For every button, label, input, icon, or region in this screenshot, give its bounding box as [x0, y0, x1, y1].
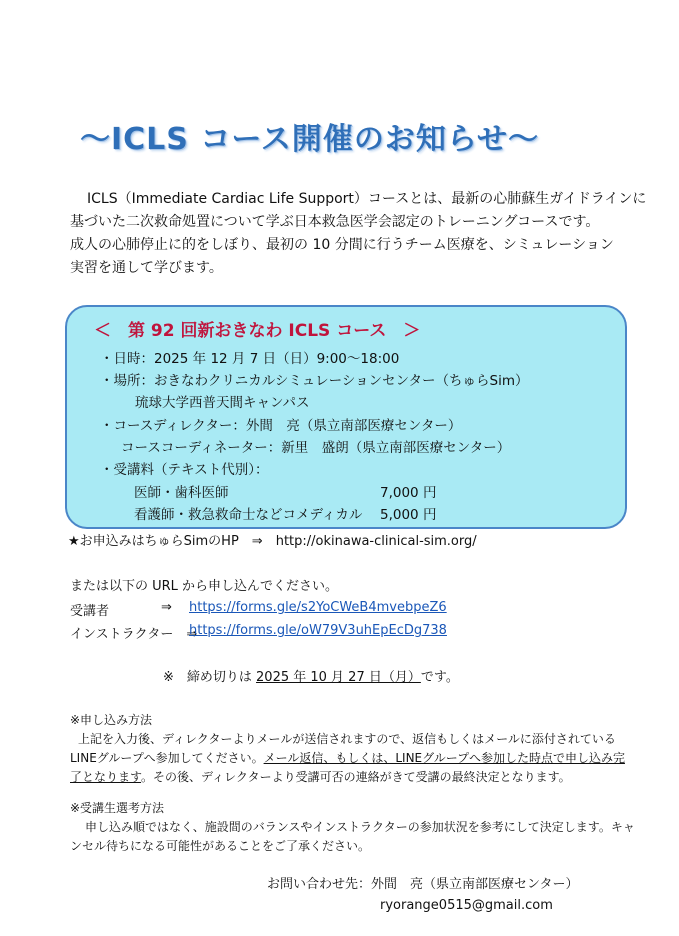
- hp-line: [68, 530, 477, 549]
- method-line-3: [70, 768, 571, 787]
- course-place-campus: 琉球大学西普天間キャンパス: [135, 395, 310, 411]
- deadline-suffix: です。: [420, 670, 459, 685]
- method-line-1: 上記を入力後、ディレクターよりメールが送信されますので、返信もしくはメールに添付されている: [78, 732, 616, 746]
- selection-line-2: ンセル待ちになる可能性があることをご了承ください。: [70, 839, 371, 853]
- contact-email[interactable]: ryorange0515@gmail.com: [380, 898, 553, 913]
- fee-price-comedical: 5,000 円: [380, 507, 437, 523]
- method-line-3-underlined: 了となります: [70, 770, 142, 784]
- hp-label: ★お申込みはちゅらSimのHP ⇒: [68, 534, 276, 549]
- selection-line-1: 申し込み順ではなく、施設間のバランスやインストラクターの参加状況を参考にして決定します。キャ: [85, 820, 635, 834]
- method-line-2: [70, 749, 625, 768]
- instructor-form-link[interactable]: https://forms.gle/oW79V3uhEpEcDg738: [189, 623, 447, 638]
- selection-heading: ※受講生選考方法: [70, 801, 165, 815]
- hp-url-link[interactable]: http://okinawa-clinical-sim.org/: [275, 534, 477, 549]
- instructor-label: インストラクター ⇒: [70, 627, 198, 642]
- intro-line-2: 基づいた二次救命処置について学ぶ日本救急医学会認定のトレーニングコースです。: [70, 214, 600, 230]
- method-line-3-plain: 。その後、ディレクターより受講可否の連絡がきて受講の最終決定となります。: [141, 770, 571, 784]
- url-instruction: または以下の URL から申し込んでください。: [70, 579, 339, 594]
- fee-price-doctor: 7,000 円: [380, 485, 437, 501]
- student-label: 受講者: [70, 604, 110, 619]
- course-heading: ＜ 第 92 回新おきなわ ICLS コース ＞: [94, 321, 421, 341]
- contact-label: お問い合わせ先：外間 亮（県立南部医療センター）: [267, 877, 579, 892]
- course-director: ・コースディレクター：外間 亮（県立南部医療センター）: [100, 418, 462, 434]
- student-form-link[interactable]: https://forms.gle/s2YoCWeB4mvebpeZ6: [189, 600, 447, 615]
- intro-line-3: 成人の心肺停止に的をしぼり、最初の 10 分間に行うチーム医療を、シミュレーション: [70, 237, 614, 253]
- intro-line-1: ICLS（Immediate Cardiac Life Support）コースとは、最新の心肺蘇生ガイドラインに: [87, 191, 647, 207]
- deadline-notice: [163, 666, 459, 685]
- method-heading: ※申し込み方法: [70, 713, 153, 727]
- method-line-2-plain: LINEグループへ参加してください。: [70, 751, 264, 765]
- page-title: 〜ICLS コース開催のお知らせ〜: [80, 122, 539, 157]
- deadline-date: 2025 年 10 月 27 日（月）: [256, 670, 421, 685]
- student-arrow: ⇒: [161, 600, 172, 615]
- intro-line-4: 実習を通して学びます。: [70, 260, 223, 276]
- fee-name-doctor: 医師・歯科医師: [134, 485, 229, 501]
- fee-name-comedical: 看護師・救急救命士などコメディカル: [134, 507, 363, 523]
- deadline-prefix: ※ 締め切りは: [163, 670, 257, 685]
- method-line-2-underlined: メール返信、もしくは、LINEグループへ参加した時点で申し込み完: [263, 751, 625, 765]
- course-place: ・場所：おきなわクリニカルシミュレーションセンター（ちゅらSim）: [100, 373, 529, 389]
- course-date: ・日時：2025 年 12 月 7 日（日）9:00〜18:00: [100, 351, 400, 367]
- course-fee-label: ・受講料（テキスト代別）：: [100, 462, 269, 478]
- course-coordinator: コースコーディネーター：新里 盛朗（県立南部医療センター）: [121, 440, 511, 456]
